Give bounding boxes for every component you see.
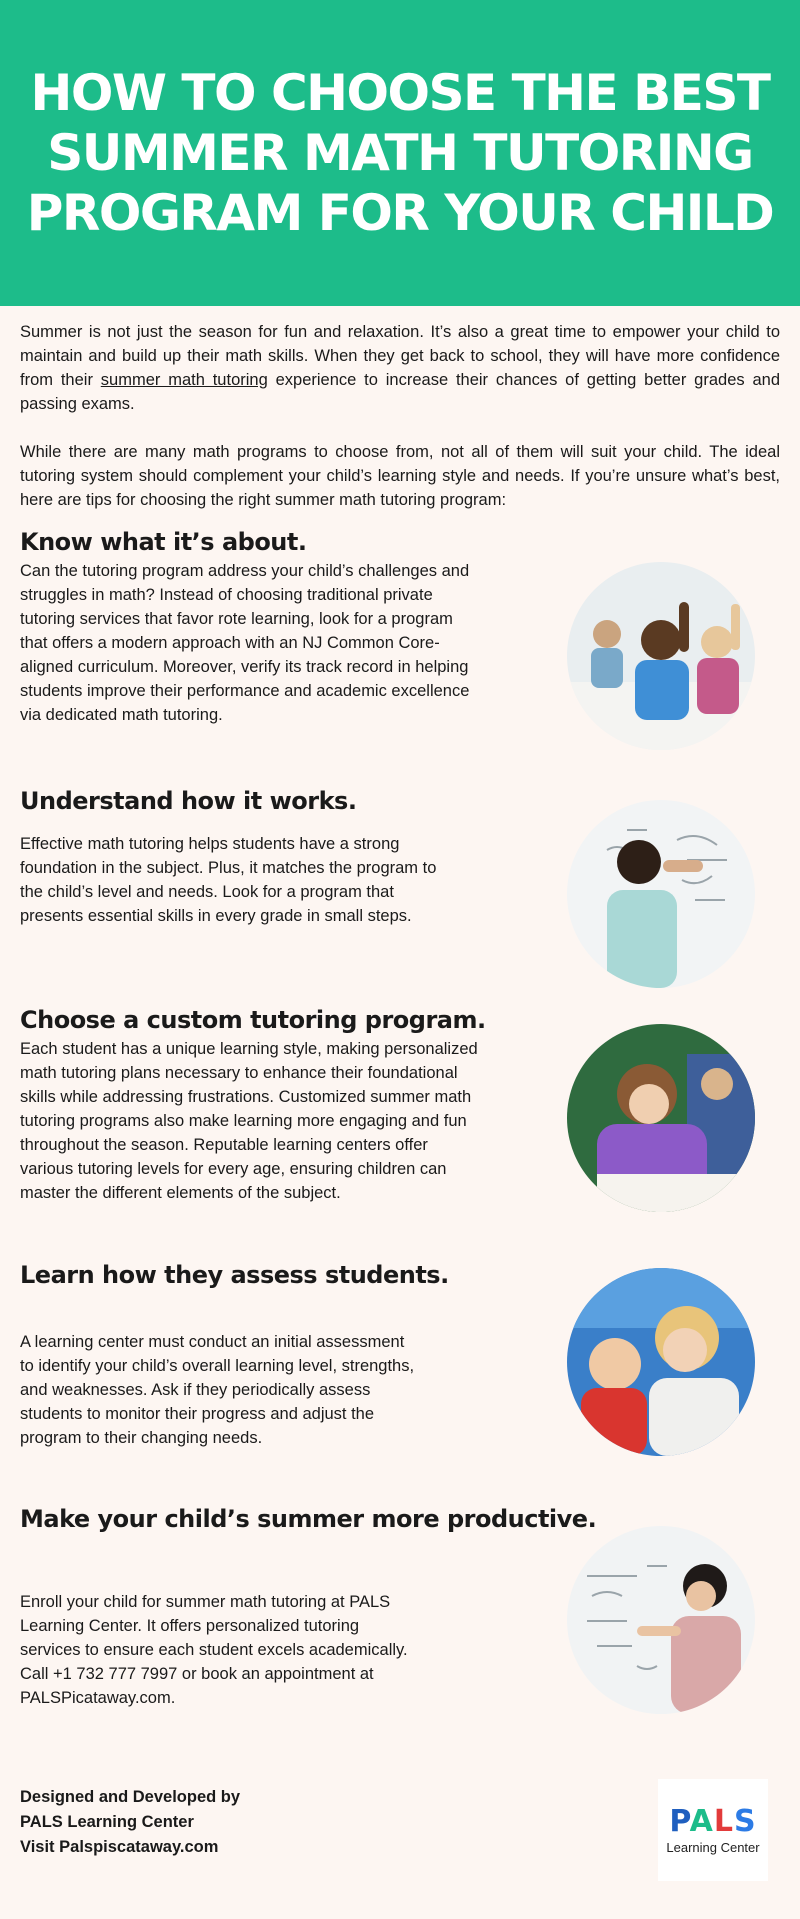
pals-logo [658,1779,768,1881]
girl-writing-photo [567,1024,755,1212]
intro-paragraph-1 [20,320,780,416]
footer-line-3: Visit Palspiscataway.com [20,1838,219,1856]
section-title-understand: Understand how it works. [20,787,357,815]
teacher-at-whiteboard-photo [567,1526,755,1714]
logo-letter: L [713,1803,734,1839]
logo-letter: S [733,1803,757,1839]
section-body-know-what: Can the tutoring program address your child’s challenges and struggles in math? Instead of choosing traditional private tutoring services that favor rote learning, look for a program that offers a modern approach with an NJ Common Core-aligned curriculum. Moreover, verify its track record in helping students improve their performance and academic excellence via dedicated math tutoring. [20,562,470,724]
section-body-assess: A learning center must conduct an initial assessment to identify your child’s overall learning level, strengths, and weaknesses. Ask if they periodically assess students to monitor their progress and adjust the program to their changing needs. [20,1333,415,1447]
logo-letter: P [669,1803,690,1839]
section-title-assess: Learn how they assess students. [20,1261,449,1289]
intro-paragraph-2: While there are many math programs to choose from, not all of them will suit your child. The ideal tutoring system should complement your child’s learning style and needs. If you’re unsure what’s best, here are tips for choosing the right summer math tutoring program: [20,443,780,509]
section-title-custom-program: Choose a custom tutoring program. [20,1006,486,1034]
footer-line-2: PALS Learning Center [20,1813,194,1831]
logo-wordmark [669,1803,757,1839]
intro-text: experience to increase their chances of getting better grades and passing exams. [20,371,780,413]
students-raising-hands-photo [567,562,755,750]
page-header [0,0,800,306]
footer-credits [20,1785,240,1860]
page-title: HOW TO CHOOSE THE BEST SUMMER MATH TUTORING PROGRAM FOR YOUR CHILD [26,64,774,242]
footer-line-1: Designed and Developed by [20,1788,241,1806]
section-title-productive: Make your child’s summer more productive. [20,1505,597,1533]
section-body-understand: Effective math tutoring helps students have a strong foundation in the subject. Plus, it matches the program to the child’s level and needs. Look for a program that presents essential skills in every grade in small steps. [20,835,437,925]
intro-text: Summer is not just the season for fun and relaxation. It’s also a great time to empower your child to maintain and build up their math skills. When they get back to school, they will have more confidence from their [20,323,780,389]
summer-math-tutoring-link[interactable]: summer math tutoring [100,371,268,389]
teacher-with-child-photo [567,1268,755,1456]
section-body-productive: Enroll your child for summer math tutoring at PALS Learning Center. It offers personalized tutoring services to ensure each student excels academically. Call +1 732 777 7997 or book an appointment at PALSPicataway.com. [20,1593,408,1707]
student-at-whiteboard-photo [567,800,755,988]
section-title-know-what: Know what it’s about. [20,528,307,556]
logo-letter: A [689,1803,714,1839]
logo-subtitle: Learning Center [666,1839,760,1855]
section-body-custom-program: Each student has a unique learning style, making personalized math tutoring plans necessary to enhance their foundational skills while addressing frustrations. Customized summer math tutoring programs also make learning more engaging and fun throughout the season. Reputable learning centers offer various tutoring levels for every age, ensuring children can master the different elements of the subject. [20,1040,478,1202]
